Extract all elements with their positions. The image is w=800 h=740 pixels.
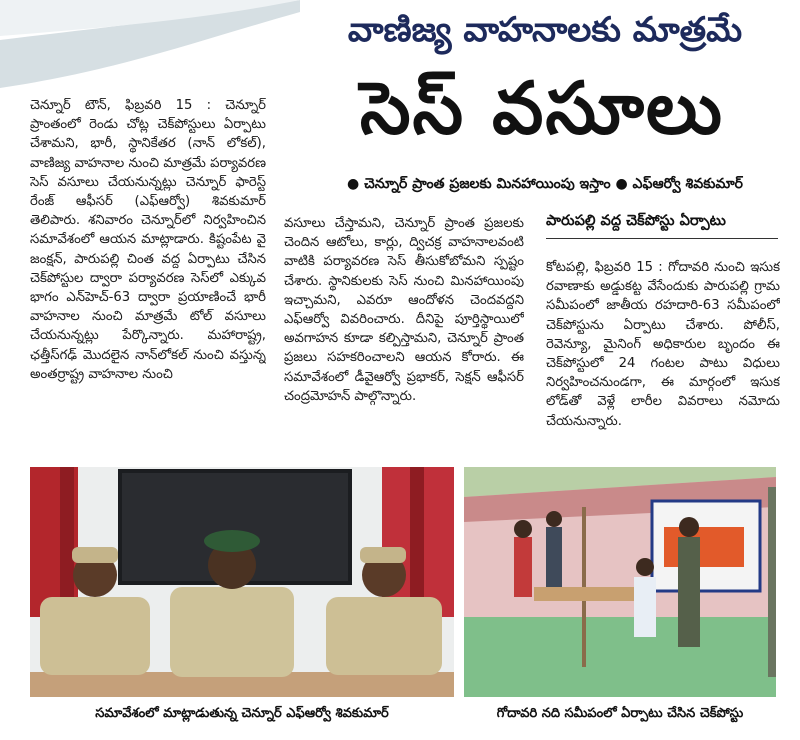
meeting-photo <box>30 467 454 697</box>
meeting-photo-caption: సమావేశంలో మాట్లాడుతున్న చెన్నూర్ ఎఫ్ఆర్వో శివకుమార్ <box>95 706 389 721</box>
article-body-column-1: చెన్నూర్ టౌన్, ఫిబ్రవరి 15 : చెన్నూర్ ప్రాంతంలో రెండు చోట్ల చెక్‌పోస్టులు ఏర్పాటు చేశామని, భారీ, స్థానికేతర (నాన్ లోకల్), వాణిజ్య వాహనాల నుంచి మాత్రమే పర్యావరణ సెస్ వసూలు చేయనున్నట్లు చెన్నూర్ ఫారెస్ట్ రేంజ్ ఆఫీసర్ (ఎఫ్ఆర్వో) శివకుమార్ తెలిపారు. శనివారం చెన్నూర్‌లో నిర్వహించిన సమావేశంలో ఆయన మాట్లాడారు. కిష్టంపేట వై జంక్షన్, పారుపల్లి చింత వద్ద ఏర్పాటు చేసిన చెక్‌పోస్టుల ద్వారా పర్యావరణ సెస్‌లో ఎక్కువ భాగం ఎన్‌హెచ్-63 ద్వారా ప్రయాణించే భారీ వాహనాల నుంచి మాత్రమే టోల్ వసూలు చేయనున్నట్లు పేర్కొన్నారు. మహారాష్ట్ర, ఛత్తీస్‌గఢ్ మొదలైన నాన్‌లోకల్ నుంచి వస్తున్న అంతర్రాష్ట్ర వాహనాల నుంచి <box>30 98 266 382</box>
decorative-swoosh <box>0 0 300 90</box>
article-body-column-3: కోటపల్లి, ఫిబ్రవరి 15 : గోదావరి నుంచి ఇసుక రవాణాకు అడ్డుకట్ట వేసేందుకు పారుపల్లి గ్రామ సమీపంలో జాతీయ రహదారి-63 సమీపంలో చెక్‌పోస్టును ఏర్పాటు చేశారు. పోలీస్, రెవెన్యూ, మైనింగ్ అధికారుల బృందం ఈ చెక్‌పోస్టులో 24 గంటల పాటు విధులు నిర్వహించనుండగా, ఈ మార్గంలో ఇసుక లోడ్‌తో వెళ్లే లారీల వివరాలు నమోదు చేయనున్నారు. <box>546 260 780 429</box>
article-subhead: పారుపల్లి వద్ద చెక్‌పోస్టు ఏర్పాటు <box>546 213 778 239</box>
article-body-column-2: వసూలు చేస్తామని, చెన్నూర్ ప్రాంత ప్రజలకు చెందిన ఆటోలు, కార్లు, ద్విచక్ర వాహనాలవంటి వాటికి పర్యావరణ సెస్ తీసుకోబోమని స్పష్టం చేశారు. స్థానికులకు సెస్ నుంచి మినహాయింపు ఇచ్చామని, ఎవరూ ఆందోళన చెందవద్దని ఎఫ్ఆర్వో వివరించారు. దీనిపై పూర్తిస్థాయిలో అవగాహన కూడా కల్పిస్తామని, చెన్నూర్ ప్రాంత ప్రజలు సహకరించాలని ఆయన కోరారు. ఈ సమావేశంలో డీవైఆర్వో ప్రభాకర్, సెక్షన్ ఆఫీసర్ చంద్రమోహన్ పాల్గొన్నారు. <box>284 216 524 404</box>
checkpost-photo <box>464 467 776 697</box>
article-deck: ● చెన్నూర్ ప్రాంత ప్రజలకు మినహాయింపు ఇస్తాం ● ఎఫ్ఆర్వో శివకుమార్ <box>347 176 743 192</box>
article-kicker: వాణిజ్య వాహనాలకు మాత్రమే <box>347 10 743 50</box>
article-headline: సెస్ వసూలు <box>360 66 724 150</box>
checkpost-photo-caption: గోదావరి నది సమీపంలో ఏర్పాటు చేసిన చెక్‌పోస్టు <box>496 706 744 721</box>
